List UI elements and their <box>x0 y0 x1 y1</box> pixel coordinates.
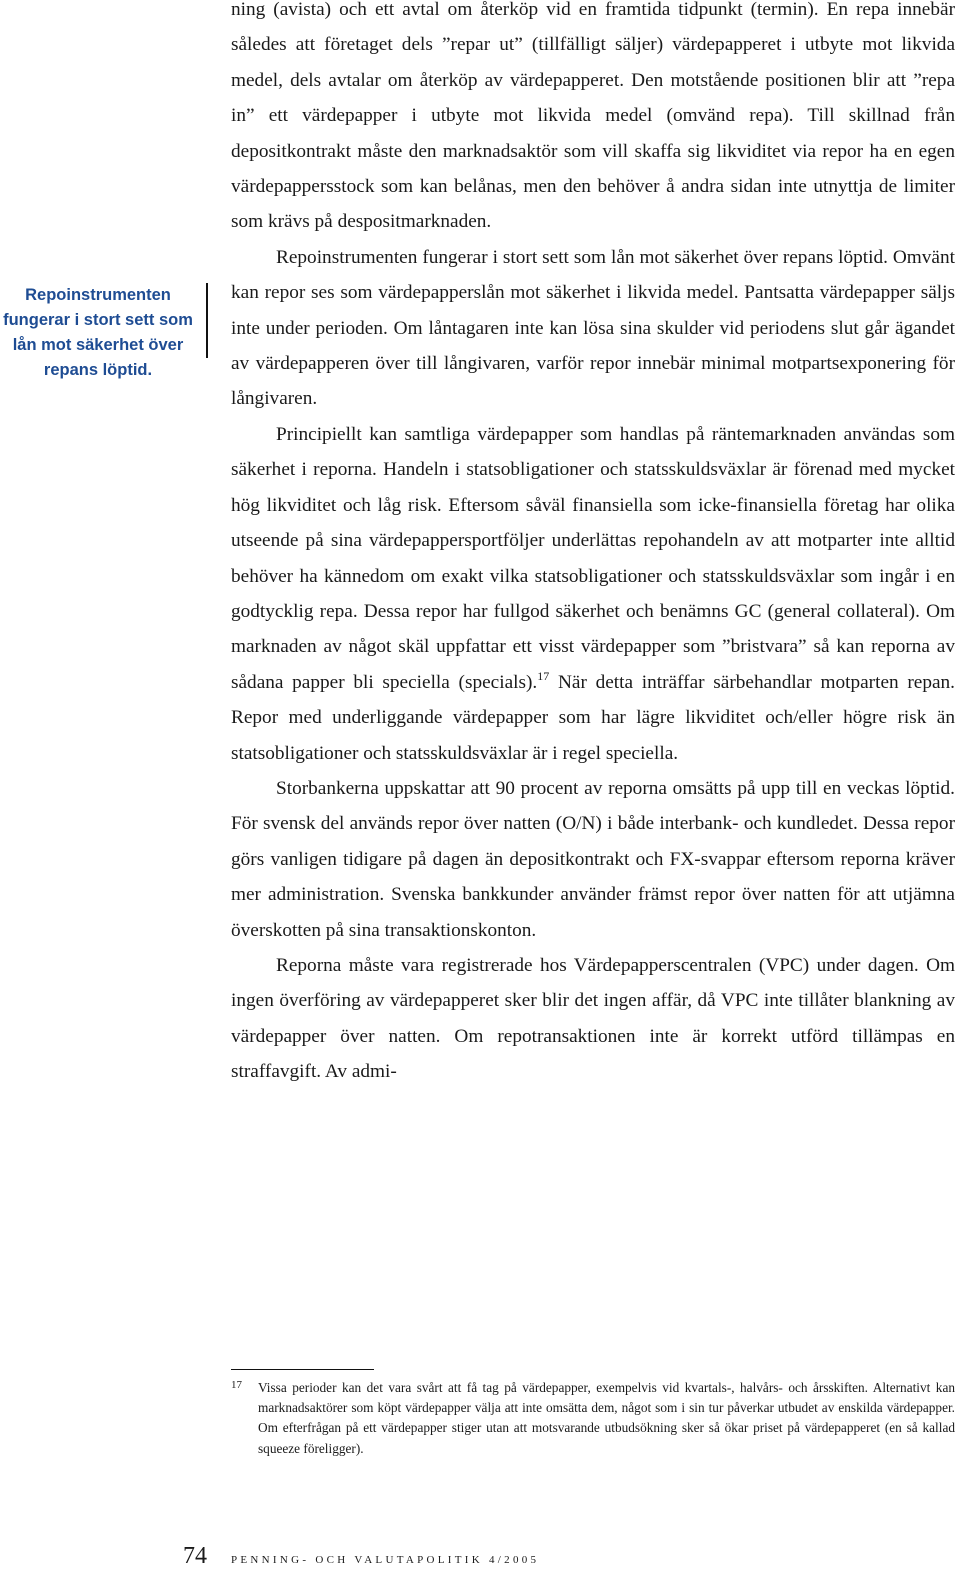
footnote-text: Vissa perioder kan det vara svårt att få tag på värdepapper, exempelvis vid kvartals-, halvårs- och årsskiften. Alternativt kan marknadsaktörer som köpt värdepapper välja att inte omsätta dem, något som i sin tur påverkar utbudet av enskilda värdepapper. Om efterfrågan på ett värdepapper stiger utan att motsvarande utbudsökning sker så ökar priset på värdepapperet (en så kallad squeeze föreligger). <box>258 1380 955 1456</box>
footnote-rule <box>231 1369 374 1370</box>
footnote-reference[interactable]: 17 <box>537 668 550 683</box>
paragraph-5: Reporna måste vara registrerade hos Värdepapperscentralen (VPC) under dagen. Om ingen överföring av värdepapperet sker blir det ingen affär, då VPC inte tillåter blankning av värdepapper över natten. Om repotransaktionen inte är korrekt utförd tillämpas en straffavgift. Av admi- <box>231 954 955 1083</box>
footnote <box>231 1378 955 1459</box>
paragraph-4: Storbankerna uppskattar att 90 procent av reporna omsätts på upp till en veckas löptid. För svensk del används repor över natten (O/N) i både interbank- och kundledet. Dessa repor görs vanligen tidigare på dagen än depositkontrakt och FX-svappar eftersom reporna kräver mer administration. Svenska bankkunder använder främst repor över natten för att utjämna överskotten på sina transaktionskonton. <box>231 777 955 941</box>
paragraph-3-continuation: När detta inträffar särbehandlar motparten repan. Repor med underliggande värdepapper som har lägre likviditet och/eller högre risk än statsobligationer och statsskuldsväxlar är i regel speciella. <box>231 671 955 764</box>
margin-note <box>0 283 196 383</box>
margin-note-rule <box>206 283 208 358</box>
paragraph-3 <box>231 417 955 771</box>
paragraph-2: Repoinstrumenten fungerar i stort sett som lån mot säkerhet över repans löptid. Omvänt kan repor ses som värdepapperslån mot säkerhet i likvida medel. Pantsatta värdepapper säljs inte under perioden. Om låntagaren inte kan lösa sina skulder vid periodens slut går ägandet av värdepapperen över till långivaren, varför repor innebär minimal motpartsexponering för långivaren. <box>231 246 955 410</box>
footnote-number: 17 <box>231 1379 242 1391</box>
body-text <box>231 0 955 1090</box>
margin-note-text: Repoinstrumenten fungerar i stort sett som lån mot säkerhet över repans löptid. <box>3 286 193 379</box>
paragraph-3-text: Principiellt kan samtliga värdepapper som handlas på räntemarknaden användas som säkerhet i reporna. Handeln i statsobligationer och statsskuldsväxlar är förenad med mycket hög likviditet och låg risk. Eftersom såväl finansiella som icke-finansiella företag har olika utseende på sina värdepappersportföljer underlättas repohandeln av att motparter inte alltid behöver ha kännedom om exakt vilka statsobligationer och statsskuldsväxlar som ingår i en godtycklig repa. Dessa repor har fullgod säkerhet och benämns GC (general collateral). Om marknaden av något skäl uppfattar ett visst värdepapper som ”bristvara” så kan reporna av sådana papper bli speciella (specials). <box>231 423 955 693</box>
paragraph-1: ning (avista) och ett avtal om återköp vid en framtida tidpunkt (termin). En repa innebär således att företaget dels ”repar ut” (tillfälligt säljer) värdepapperet i utbyte mot likvida medel, dels avtalar om återköp av värdepapperet. Den motstående positionen blir att ”repa in” ett värdepapper i utbyte mot likvida medel (omvänd repa). Till skillnad från depositkontrakt måste den marknadsaktör som vill skaffa sig likviditet via repor ha en egen värdepappersstock som kan belånas, men den behöver å andra sidan inte utnyttja de limiter som krävs på despositmarknaden. <box>231 0 955 233</box>
running-head: PENNING- OCH VALUTAPOLITIK 4/2005 <box>231 1554 540 1566</box>
page-number: 74 <box>183 1543 207 1569</box>
